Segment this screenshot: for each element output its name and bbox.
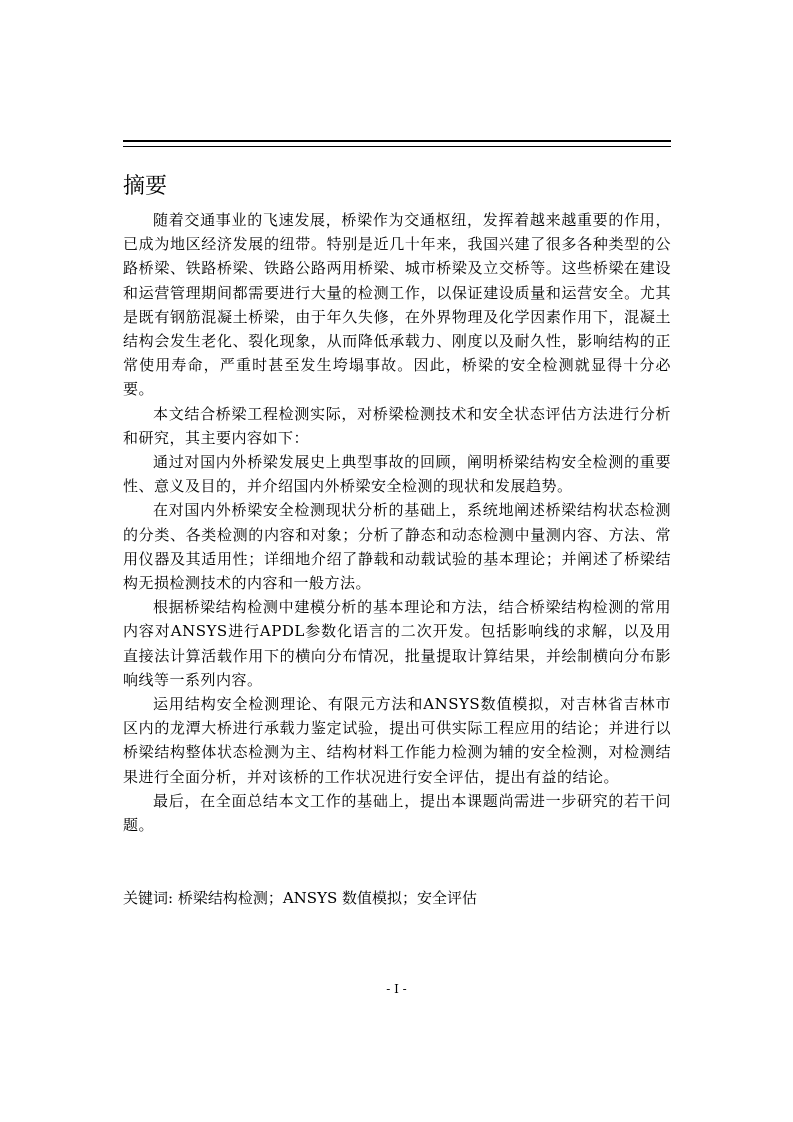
keywords-line xyxy=(123,886,671,910)
header-rule-thick xyxy=(123,140,671,142)
keywords-label: 关键词: xyxy=(123,889,174,907)
paragraph-7: 最后，在全面总结本文工作的基础上，提出本课题尚需进一步研究的若干问题。 xyxy=(123,791,671,835)
paragraph-6: 运用结构安全检测理论、有限元方法和ANSYS数值模拟，对吉林省吉林市区内的龙潭大桥进行承载力鉴定试验，提出可供实际工程应用的结论；并进行以桥梁结构整体状态检测为主、结构材料工作能力检测为辅的安全检测，对检测结果进行全面分析，并对该桥的工作状况进行安全评估，提出有益的结论。 xyxy=(123,695,671,786)
keywords-value: 桥梁结构检测；ANSYS 数值模拟；安全评估 xyxy=(177,889,478,907)
paragraph-5: 根据桥梁结构检测中建模分析的基本理论和方法，结合桥梁结构检测的常用内容对ANSYS进行APDL参数化语言的二次开发。包括影响线的求解，以及用直接法计算活载作用下的横向分布情况，批量提取计算结果，并绘制横向分布影响线等一系列内容。 xyxy=(123,598,671,689)
page-number: - I - xyxy=(386,982,407,996)
paragraph-4: 在对国内外桥梁安全检测现状分析的基础上，系统地阐述桥梁结构状态检测的分类、各类检测的内容和对象；分析了静态和动态检测中量测内容、方法、常用仪器及其适用性；详细地介绍了静载和动载试验的基本理论；并阐述了桥梁结构无损检测技术的内容和一般方法。 xyxy=(123,501,671,593)
paragraph-3: 通过对国内外桥梁发展史上典型事故的回顾，阐明桥梁结构安全检测的重要性、意义及目的，并介绍国内外桥梁安全检测的现状和发展趋势。 xyxy=(123,453,671,496)
paragraph-1: 随着交通事业的飞速发展，桥梁作为交通枢纽，发挥着越来越重要的作用，已成为地区经济发展的纽带。特别是近几十年来，我国兴建了很多各种类型的公路桥梁、铁路桥梁、铁路公路两用桥梁、城市桥梁及立交桥等。这些桥梁在建设和运营管理期间都需要进行大量的检测工作，以保证建设质量和运营安全。尤其是既有钢筋混凝土桥梁，由于年久失修，在外界物理及化学因素作用下，混凝土结构会发生老化、裂化现象，从而降低承载力、刚度以及耐久性，影响结构的正常使用寿命，严重时甚至发生垮塌事故。因此，桥梁的安全检测就显得十分必要。 xyxy=(123,211,671,399)
page-title: 摘要 xyxy=(123,174,168,199)
paragraph-2: 本文结合桥梁工程检测实际，对桥梁检测技术和安全状态评估方法进行分析和研究，其主要内容如下： xyxy=(123,404,671,447)
header-rule-thin xyxy=(123,146,671,147)
abstract-body xyxy=(123,208,671,837)
